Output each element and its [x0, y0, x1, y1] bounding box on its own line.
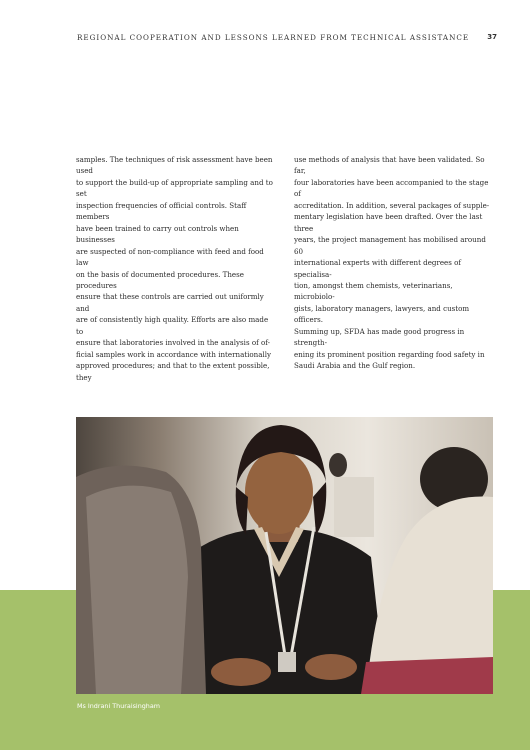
text-line: to support the build-up of appropriate sampling and to set — [76, 177, 273, 199]
text-line: four laboratories have been accompanied to the stage of — [294, 177, 489, 199]
text-line: Saudi Arabia and the Gulf region. — [294, 361, 416, 371]
text-line: ensure that laboratories involved in the analysis of of- — [76, 338, 271, 348]
text-line: tion, amongst them chemists, veterinarians, microbiolo- — [294, 280, 453, 302]
photo-illustration — [76, 417, 493, 694]
text-line: Summing up, SFDA has made good progress in strength- — [294, 326, 465, 348]
text-line: gists, laboratory managers, lawyers, and custom officers. — [294, 303, 470, 325]
text-line: ensure that these controls are carried out uniformly and — [76, 292, 264, 313]
text-line: are suspected of non-compliance with feed and food law — [76, 246, 264, 268]
text-line: have been trained to carry out controls when businesses — [76, 223, 239, 245]
text-line: years, the project management has mobilised around 60 — [294, 235, 486, 256]
text-line: ficial samples work in accordance with internationally — [76, 349, 272, 359]
text-line: inspection frequencies of official controls. Staff members — [76, 200, 247, 222]
body-column-left — [76, 154, 276, 383]
body-column-right — [294, 154, 494, 372]
photo-woman-with-lanyard — [76, 417, 493, 694]
text-line: on the basis of documented procedures. These procedures — [76, 269, 244, 290]
header-title: REGIONAL COOPERATION AND LESSONS LEARNED FROM TECHNICAL ASSISTANCE — [77, 33, 470, 42]
page-number: 37 — [487, 33, 497, 41]
text-line: accreditation. In addition, several packages of supple- — [294, 200, 490, 210]
text-line: international experts with different degrees of specialisa- — [294, 258, 462, 279]
photo-caption: Ms Indrani Thuraisingham — [77, 702, 160, 710]
text-line: are of consistently high quality. Efforts are also made to — [76, 315, 269, 336]
text-line: approved procedures; and that to the extent possible, they — [76, 361, 270, 382]
text-line: use methods of analysis that have been validated. So far, — [294, 155, 485, 176]
running-header — [77, 33, 497, 45]
text-line: samples. The techniques of risk assessment have been used — [76, 155, 273, 176]
text-line: ening its prominent position regarding food safety in — [294, 349, 485, 359]
text-line: mentary legislation have been drafted. Over the last three — [294, 212, 483, 233]
